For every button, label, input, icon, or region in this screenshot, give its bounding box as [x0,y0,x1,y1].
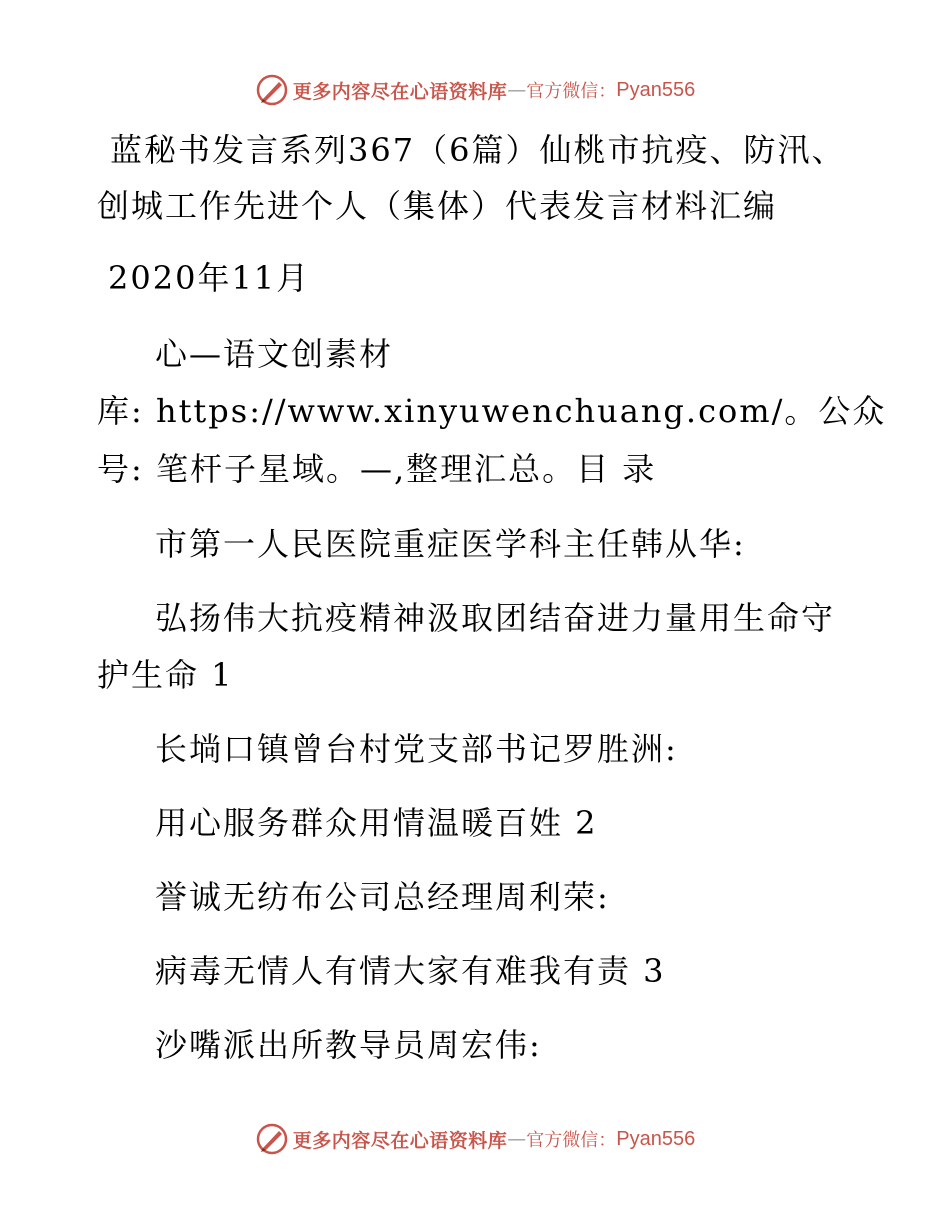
quill-pen-icon [255,1122,289,1156]
source-line-2: 库: https://www.xinyuwenchuang.com/。公众 [97,392,887,430]
toc-entry-author: 誉诚无纺布公司总经理周利荣: [155,878,610,916]
watermark-wechat-label: 官方微信： [526,1130,617,1151]
document-title-line-1: 蓝秘书发言系列367（6篇）仙桃市抗疫、防汛、 [110,131,846,169]
watermark-banner-bottom [0,1119,950,1159]
watermark-brand: 更多内容尽在心语资料库 [292,80,508,103]
watermark-account: Pyan556 [616,78,696,101]
watermark-account: Pyan556 [616,1127,696,1150]
watermark-banner-top [0,70,950,110]
watermark-dash: — [507,79,527,101]
document-title-line-2: 创城工作先进个人（集体）代表发言材料汇编 [97,187,778,225]
toc-entry-author: 沙嘴派出所教导员周宏伟: [155,1026,542,1064]
document-date: 2020年11月 [108,259,311,297]
quill-pen-icon [255,73,289,107]
toc-entry-author: 长埫口镇曾台村党支部书记罗胜洲: [155,730,678,768]
watermark-wechat-label: 官方微信： [526,81,617,102]
toc-entry-author: 市第一人民医院重症医学科主任韩从华: [155,525,746,563]
source-line-3: 号: 笔杆子星域。—,整理汇总。目 录 [97,450,657,488]
watermark-dash: — [507,1128,527,1150]
source-line-1: 心—语文创素材 [155,335,394,373]
toc-entry-title-continued: 护生命 1 [97,656,234,694]
toc-entry-title: 病毒无情人有情大家有难我有责 3 [155,952,666,990]
watermark-brand: 更多内容尽在心语资料库 [292,1129,508,1152]
toc-entry-title: 用心服务群众用情温暖百姓 2 [155,804,598,842]
toc-entry-title: 弘扬伟大抗疫精神汲取团结奋进力量用生命守 [155,599,836,637]
